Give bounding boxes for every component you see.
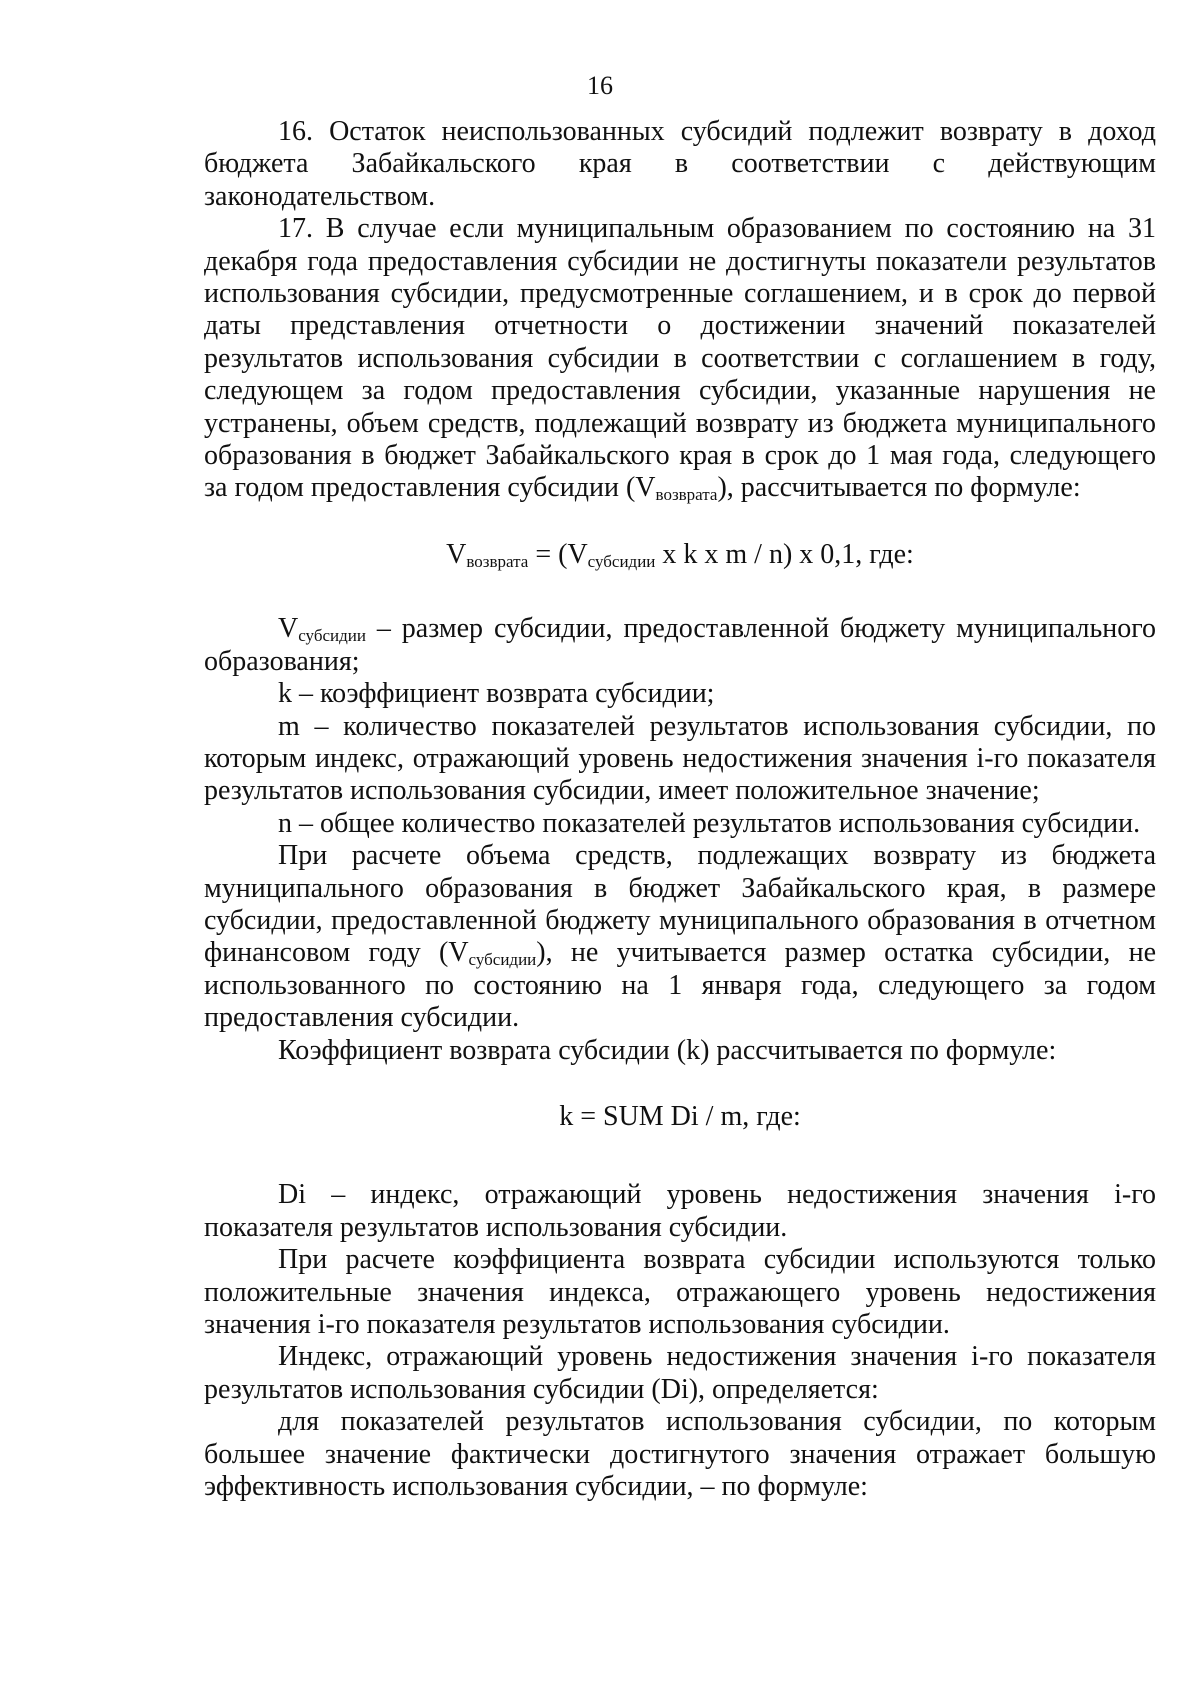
definition-m: m – количество показателей результатов использования субсидии, по которым индекс, отражающий уровень недостижения значения i-го показателя результатов использования субсидии, имеет положительное значение; <box>204 710 1156 807</box>
formula-coefficient: k = SUM Di / m, где: <box>559 1100 801 1132</box>
paragraph-17-tail: ), рассчитывается по формуле: <box>717 472 1081 504</box>
formula1-tail: x k x m / n) x 0,1, где: <box>655 538 914 570</box>
paragraph-coefficient: Коэффициент возврата субсидии (k) рассчитывается по формуле: <box>278 1034 1057 1066</box>
calc-text-b: ), не учитывается размер остатка субсидии, не использованного по состоянию на 1 января года, следующего за годом предоставления субсидии. <box>204 937 1157 1034</box>
def-v-symbol: V <box>278 613 299 645</box>
paragraph-17 <box>204 213 1156 505</box>
formula1-mid: = (V <box>528 538 588 570</box>
document-body <box>204 116 1156 1503</box>
definition-v-subsidy <box>204 613 1156 678</box>
def-v-text: – размер субсидии, предоставленной бюджету муниципального образования; <box>204 613 1156 677</box>
paragraph-17-subscript: возврата <box>655 485 718 505</box>
paragraph-16: 16. Остаток неиспользованных субсидий подлежит возврату в доход бюджета Забайкальского края в соответствии с действующим законодательством. <box>204 116 1156 212</box>
paragraph-positive-values: При расчете коэффициента возврата субсидии используются только положительные значения индекса, отражающего уровень недостижения значения i-го показателя результатов использования субсидии. <box>204 1244 1156 1340</box>
paragraph-calculation <box>204 840 1156 1034</box>
page-number: 16 <box>587 71 613 100</box>
definition-n: n – общее количество показателей результатов использования субсидии. <box>278 807 1141 839</box>
paragraph-17-text: 17. В случае если муниципальным образованием по состоянию на 31 декабря года предоставления субсидии не достигнуты показатели результатов использования субсидии, предусмотренные соглашением, и в срок до первой даты представления отчетности о достижении значений показателей результатов использования субсидии в соответствии с соглашением в году, следующем за годом предоставления субсидии, указанные нарушения не устранены, объем средств, подлежащий возврату из бюджета муниципального образования в бюджет Забайкальского края в срок до 1 мая года, следующего за годом предоставления субсидии (V <box>204 213 1156 504</box>
def-v-subscript: субсидии <box>298 626 366 646</box>
calc-subscript: субсидии <box>468 950 537 970</box>
formula1-sub-subsidy: субсидии <box>587 551 656 571</box>
paragraph-last: для показателей результатов использования субсидии, по которым большее значение фактически достигнутого значения отражает большую эффективность использования субсидии, – по формуле: <box>204 1406 1156 1503</box>
paragraph-index: Индекс, отражающий уровень недостижения значения i-го показателя результатов использования субсидии (Di), определяется: <box>204 1341 1156 1405</box>
formula1-v: V <box>446 538 467 570</box>
formula1-sub-return: возврата <box>466 551 529 571</box>
formula-return-volume <box>204 539 1156 571</box>
calc-text-a: При расчете объема средств, подлежащих возврату из бюджета муниципального образования в бюджет Забайкальского края, в размере субсидии, предоставленной бюджету муниципального образования в отчетном финансовом году (V <box>204 840 1156 969</box>
definition-k: k – коэффициент возврата субсидии; <box>278 678 715 710</box>
definition-di: Di – индекс, отражающий уровень недостижения значения i-го показателя результатов использования субсидии. <box>204 1179 1156 1243</box>
